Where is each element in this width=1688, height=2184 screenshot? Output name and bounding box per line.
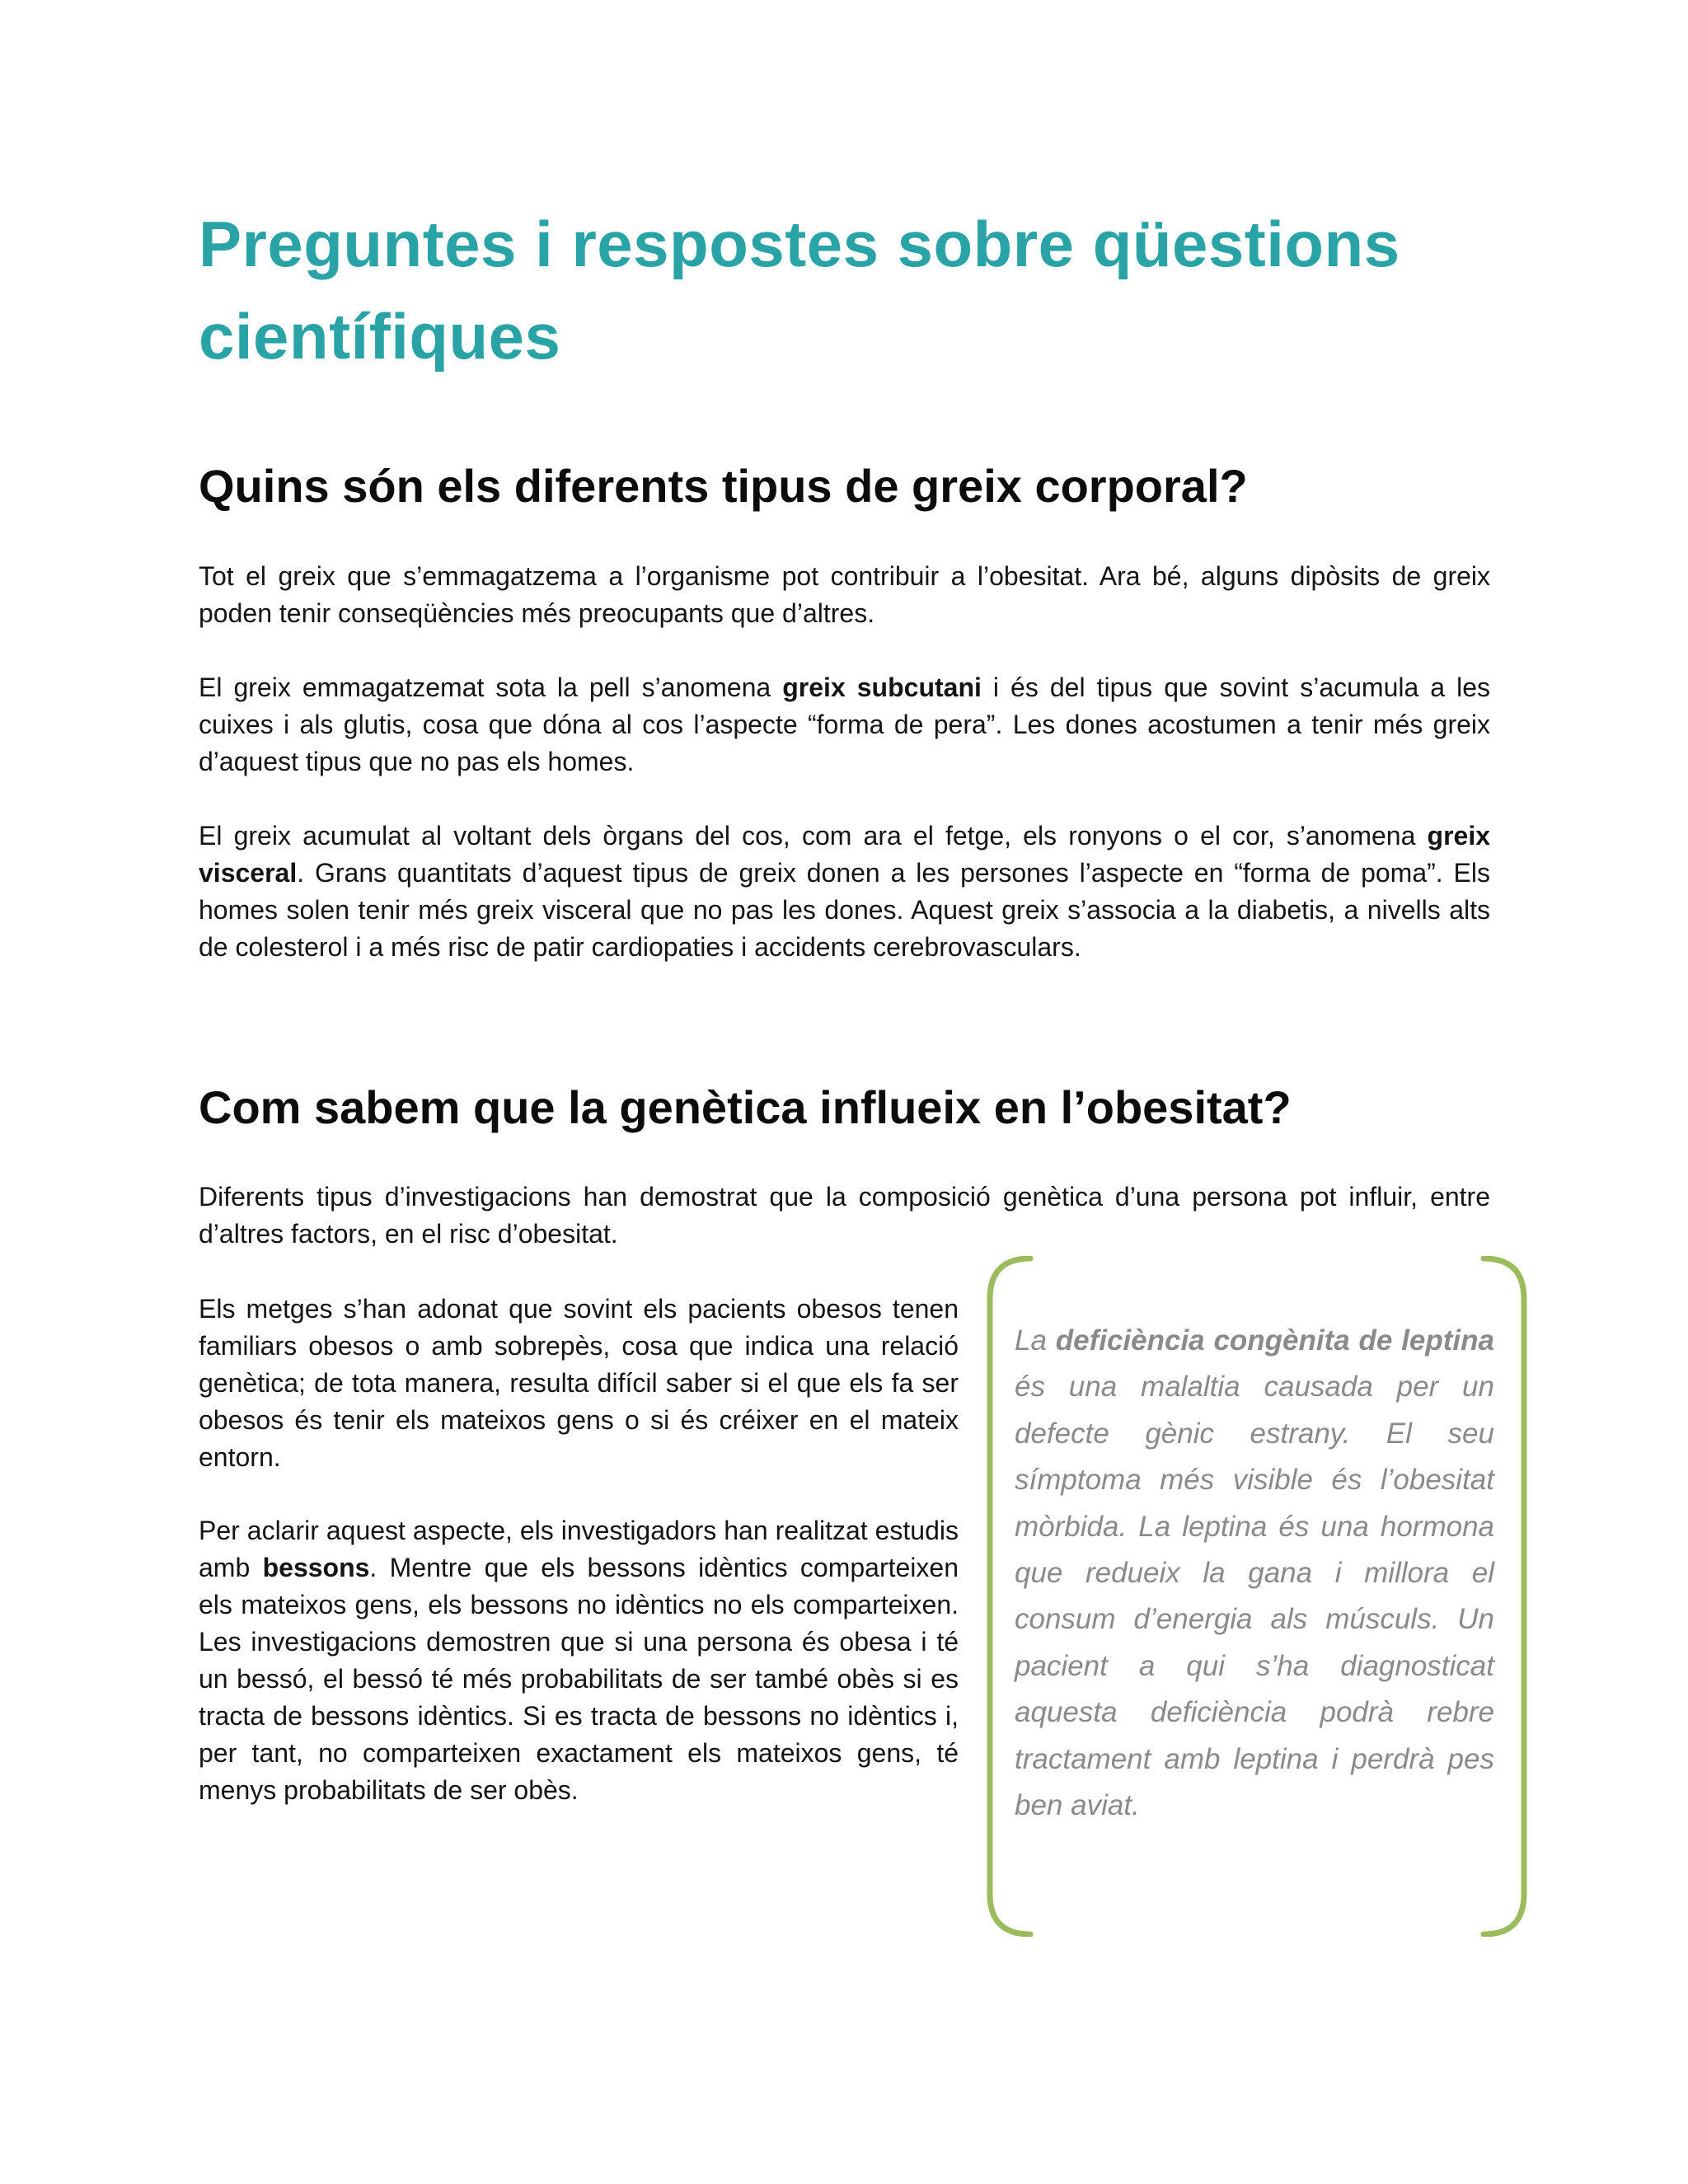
paragraph-twin-studies xyxy=(199,1512,959,1809)
text-run: Per aclarir aquest aspecte, els investigadors han realitzat estudis amb xyxy=(199,1516,959,1582)
paragraph-visceral-fat xyxy=(199,818,1490,966)
paragraph-genetics-intro: Diferents tipus d’investigacions han demostrat que la composició genètica d’una persona pot influir, entre d’altres factors, en el risc d’obesitat. xyxy=(199,1182,1490,1249)
term-twins: bessons xyxy=(262,1553,370,1582)
page-title: Preguntes i respostes sobre qüestions científiques xyxy=(199,208,1400,373)
section-heading-body-fat: Quins són els diferents tipus de greix corporal? xyxy=(199,460,1248,512)
text-run: és una malaltia causada per un defecte gènic estrany. El seu símptoma més visible és l’obesitat mòrbida. La leptina és una hormona que redueix la gana i millora el consum d’energia als músculs. Un pacient a qui s’ha diagnosticat aquesta deficiència podrà rebre tractament amb leptina i perdrà pes ben aviat. xyxy=(1015,1371,1494,1822)
text-run: . Mentre que els bessons idèntics comparteixen els mateixos gens, els bessons no idèntics no els comparteixen. Les investigacions demostren que si una persona és obesa i té un bessó, el bessó té més probabilitats de ser també obès si es tracta de bessons idèntics. Si es tracta de bessons no idèntics i, per tant, no comparteixen exactament els mateixos gens, té menys probabilitats de ser obès. xyxy=(199,1553,959,1805)
text-run: . Grans quantitats d’aquest tipus de greix donen a les persones l’aspecte en “forma de poma”. Els homes solen tenir més greix visceral que no pas les dones. Aquest greix s’associa a la diabetis, a nivells alts de colesterol i a més risc de patir cardiopaties i accidents cerebrovasculars. xyxy=(199,858,1490,962)
paragraph-family-relation: Els metges s’han adonat que sovint els pacients obesos tenen familiars obesos o amb sobrepès, cosa que indica una relació genètica; de tota manera, resulta difícil saber si el que els fa ser obesos és tenir els mateixos gens o si és créixer en el mateix entorn. xyxy=(199,1294,959,1472)
section-heading-genetics: Com sabem que la genètica influeix en l’obesitat? xyxy=(199,1081,1292,1133)
text-run: El greix emmagatzemat sota la pell s’anomena xyxy=(199,673,783,702)
term-visceral-fat: greix visceral xyxy=(199,821,1490,888)
term-subcutaneous-fat: greix subcutani xyxy=(782,673,982,702)
callout-text xyxy=(1015,1318,1494,1829)
term-leptin-deficiency: deficiència congènita de leptina xyxy=(1055,1324,1494,1357)
text-run: El greix acumulat al voltant dels òrgans del cos, com ara el fetge, els ronyons o el cor, s’anomena xyxy=(199,821,1428,851)
paragraph-fat-intro: Tot el greix que s’emmagatzema a l’organisme pot contribuir a l’obesitat. Ara bé, alguns dipòsits de greix poden tenir conseqüències més preocupants que d’altres. xyxy=(199,561,1490,628)
text-run: i és del tipus que sovint s’acumula a les cuixes i als glutis, cosa que dóna al cos l’aspecte “forma de pera”. Les dones acostumen a tenir més greix d’aquest tipus que no pas els homes. xyxy=(199,673,1491,776)
callout-box xyxy=(985,1256,1529,1937)
paragraph-subcutaneous-fat xyxy=(199,669,1490,780)
text-run: La xyxy=(1015,1324,1056,1357)
